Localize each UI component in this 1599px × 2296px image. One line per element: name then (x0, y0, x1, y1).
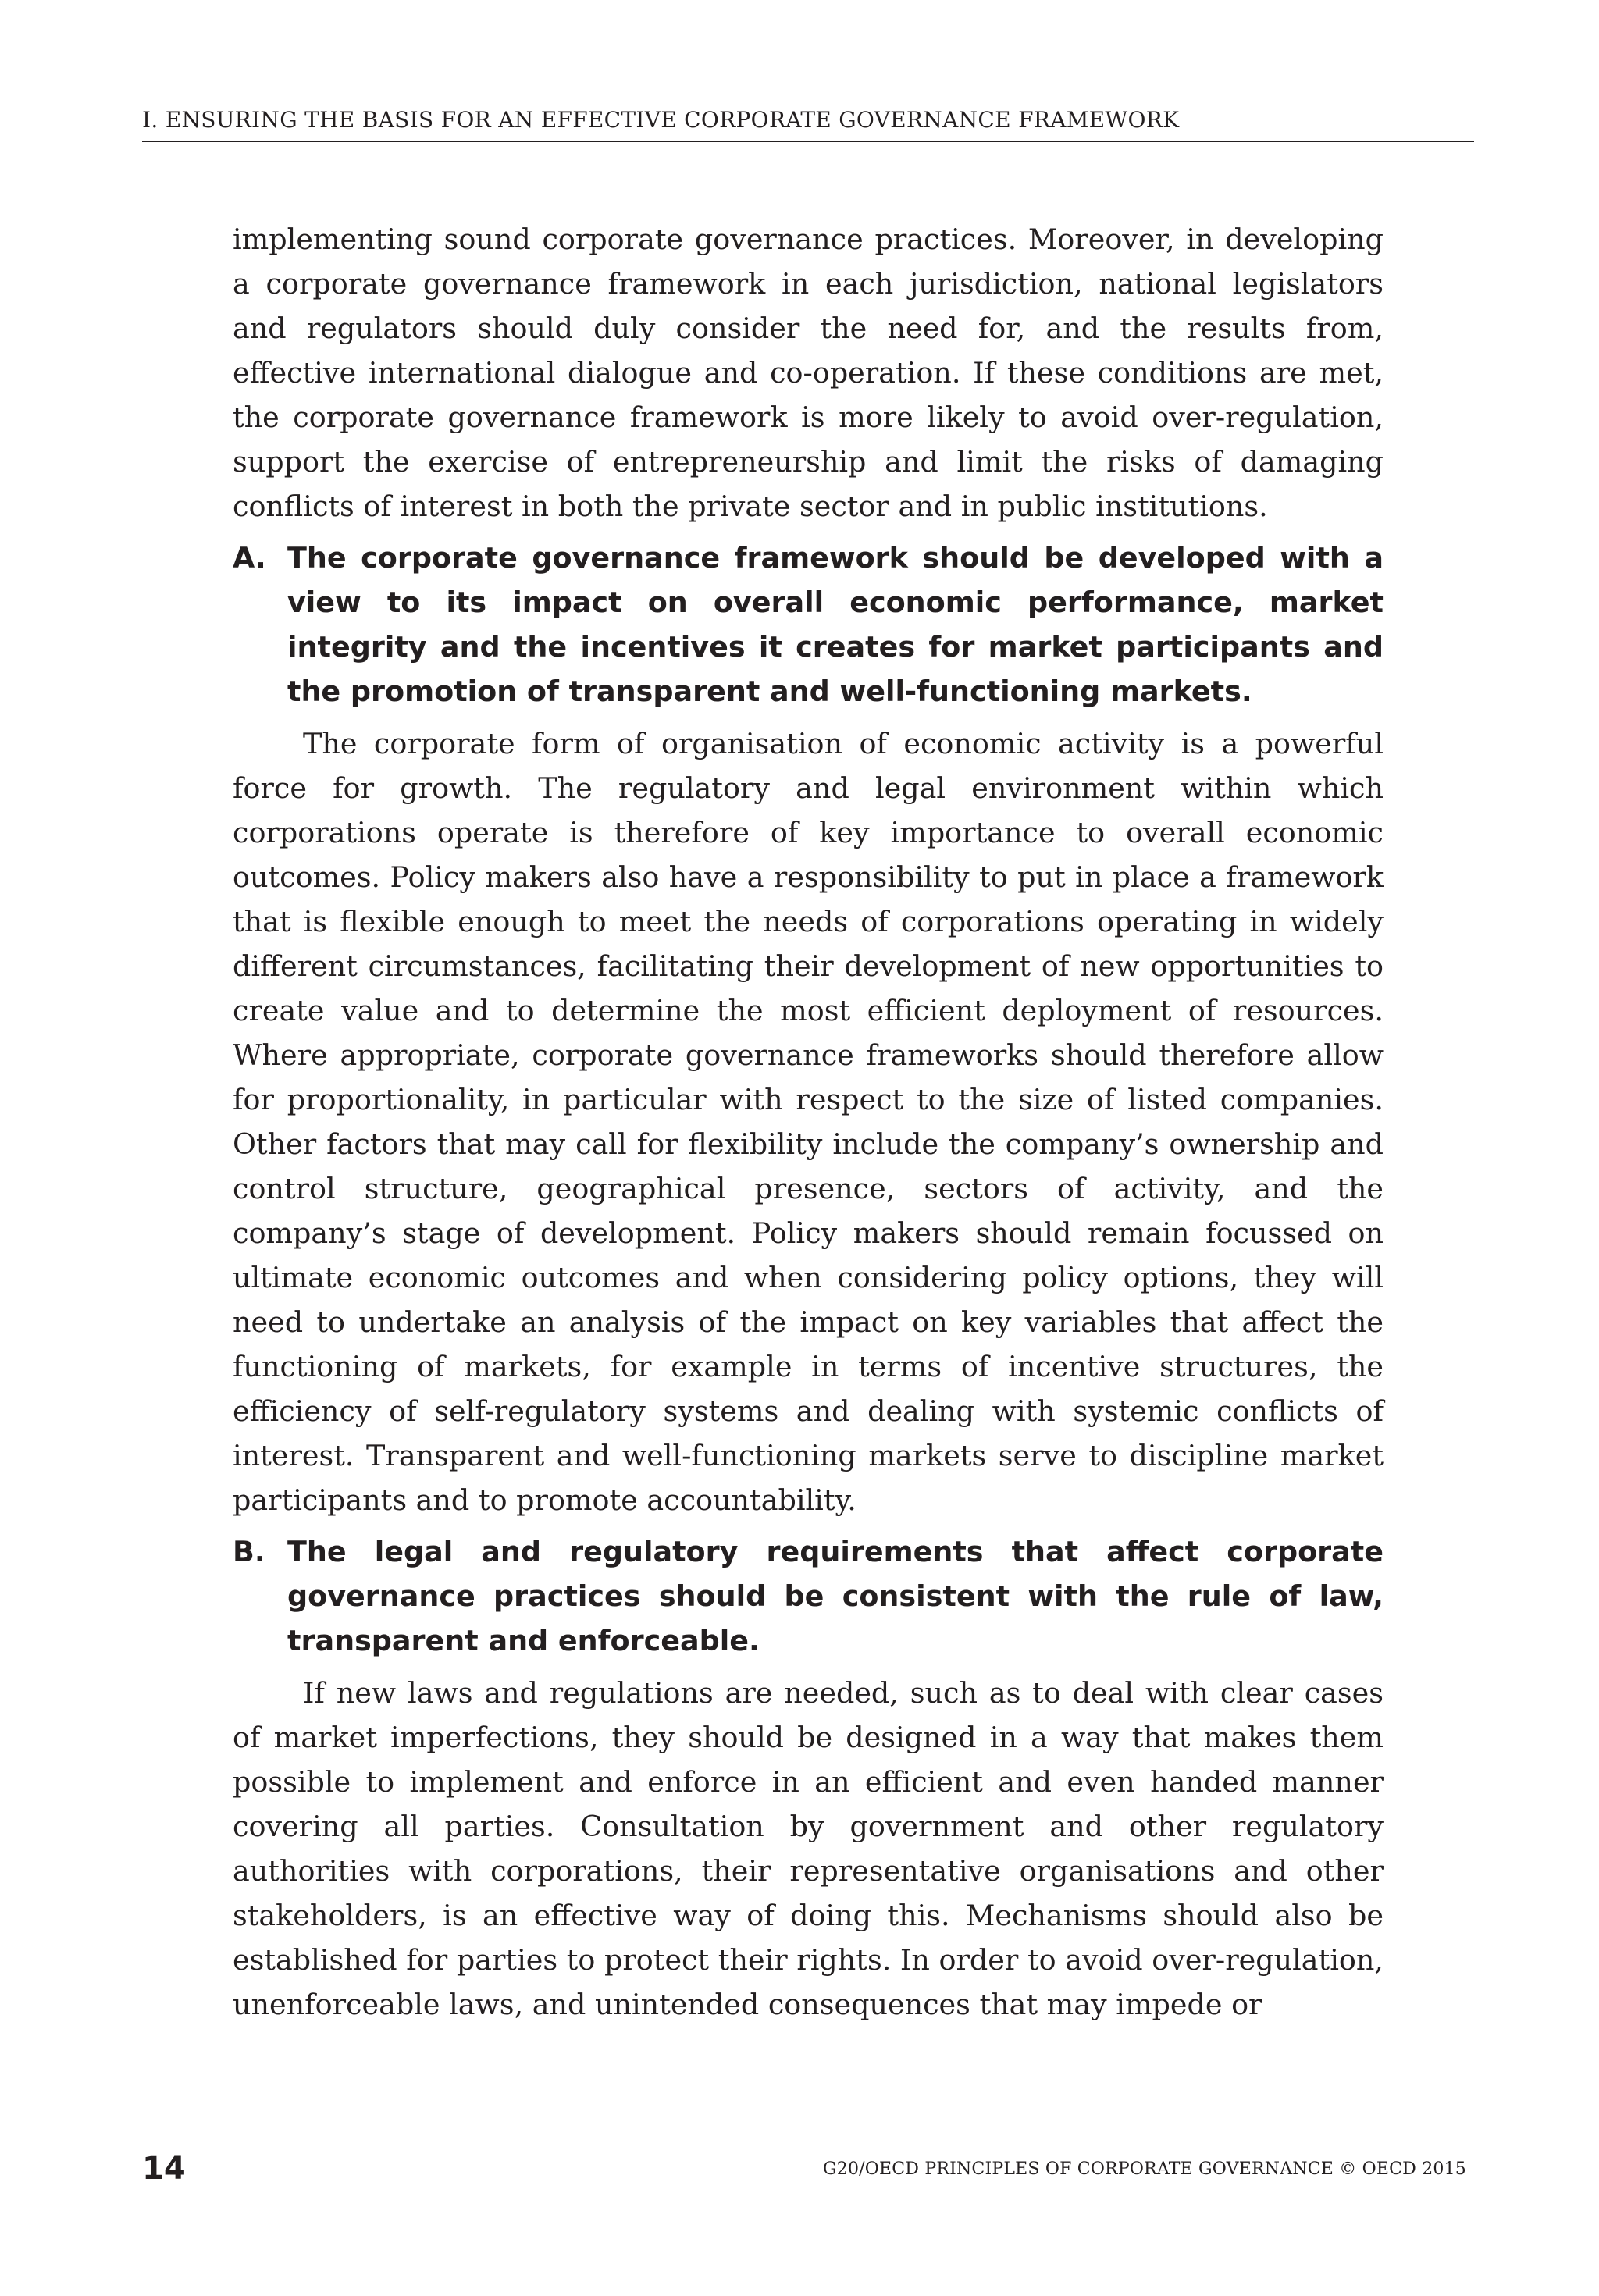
page-number: 14 (142, 2151, 186, 2187)
header-rule (142, 141, 1474, 142)
principle-b-marker: B. (233, 1535, 265, 1568)
principle-a-marker: A. (233, 541, 266, 575)
paragraph-annotation-a: The corporate form of organisation of economic activity is a powerful force for growth. The regulatory and legal environment within which corporations operate is therefore of key importance to overall economic outcomes. Policy makers also have a responsibility to put in place a framework that is flexible enough to meet the needs of corporations operating in widely different circumstances, facilitating their development of new opportunities to create value and to determine the most efficient deployment of resources. Where appropriate, corporate governance frameworks should therefore allow for proportionality, in particular with respect to the size of listed companies. Other factors that may call for flexibility include the company’s ownership and control structure, geographical presence, sectors of activity, and the company’s stage of development. Policy makers should remain focussed on ultimate economic outcomes and when considering policy options, they will need to undertake an analysis of the impact on key variables that affect the functioning of markets, for example in terms of incentive structures, the efficiency of self-regulatory systems and dealing with systemic conflicts of interest. Transparent and well-functioning markets serve to discipline market participants and to promote accountability. (233, 727, 1384, 1517)
principle-b (233, 1529, 1384, 1663)
paragraph-continuation: implementing sound corporate governance practices. Moreover, in developing a corporate governance framework in each jurisdiction, national legislators and regulators should duly consider the need for, and the results from, effective international dialogue and co-operation. If these conditions are met, the corporate governance framework is more likely to avoid over-regulation, support the exercise of entrepreneurship and limit the risks of damaging conflicts of interest in both the private sector and in public institutions. (233, 222, 1384, 523)
principle-a-text: The corporate governance framework should be developed with a view to its impact on overall economic performance, market integrity and the incentives it creates for market participants and the promotion of transparent and well-functioning markets. (287, 541, 1384, 708)
principle-b-text: The legal and regulatory requirements that affect corporate governance practices should be consistent with the rule of law, transparent and enforceable. (287, 1535, 1384, 1657)
principle-a (233, 536, 1384, 714)
publication-footer: G20/OECD PRINCIPLES OF CORPORATE GOVERNANCE © OECD 2015 (822, 2159, 1466, 2179)
paragraph-annotation-b: If new laws and regulations are needed, such as to deal with clear cases of market imperfections, they should be designed in a way that makes them possible to implement and enforce in an efficient and even handed manner covering all parties. Consultation by government and other regulatory authorities with corporations, their representative organisations and other stakeholders, is an effective way of doing this. Mechanisms should also be established for parties to protect their rights. In order to avoid over-regulation, unenforceable laws, and unintended consequences that may impede or (233, 1676, 1384, 2021)
page-body (233, 217, 1384, 2027)
running-head: I. ENSURING THE BASIS FOR AN EFFECTIVE CORPORATE GOVERNANCE FRAMEWORK (142, 107, 1180, 133)
